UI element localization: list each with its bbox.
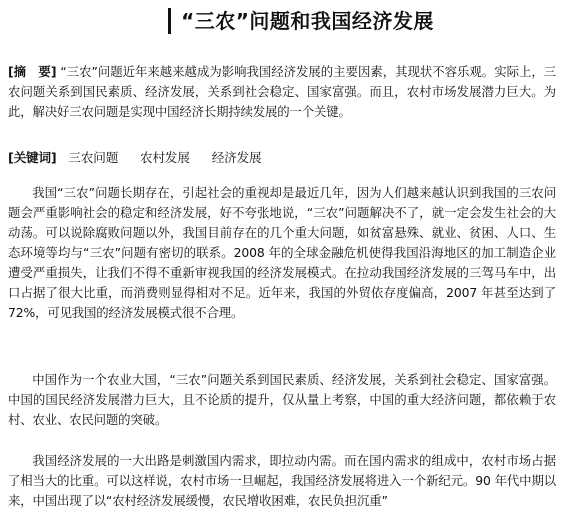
abstract-text: “三农”问题近年来越来越成为影响我国经济发展的主要因素，其现状不容乐观。实际上，三农问题关系到国民素质、经济发展，关系到社会稳定、国家富强。而且，农村市场发展潜力巨大。为此，解决好三农问题是实现中国经济长期持续发展的一个关键。 — [8, 64, 556, 119]
keyword-item: 农村发展 — [140, 150, 190, 165]
abstract-label: [摘 要] — [8, 64, 57, 79]
keywords-line — [8, 148, 556, 168]
abstract-paragraph — [8, 62, 556, 122]
body-paragraph-2: 中国作为一个农业大国，“三农”问题关系到国民素质、经济发展，关系到社会稳定、国家富强。中国的国民经济发展潜力巨大，且不论质的提升，仅从量上考察，中国的重大经济问题，都依赖于农村、农业、农民问题的突破。 — [8, 372, 556, 427]
document-title: “三农”问题和我国经济发展 — [168, 8, 434, 34]
body-paragraph-1: 我国“三农”问题长期存在，引起社会的重视却是最近几年，因为人们越来越认识到我国的三农问题会严重影响社会的稳定和经济发展，好不夸张地说，“三农”问题解决不了，就一定会发生社会的大动荡。可以说除腐败问题以外，我国目前存在的几个重大问题，如贫富悬殊、就业、贫困、人口、生态环境等均与“三农”问题有密切的联系。2008 年的全球金融危机使得我国沿海地区的加工制造企业遭受严重损失，让我们不得不重新审视我国的经济发展模式。在拉动我国经济发展的三驾马车中，出口占据了很大比重，而消费则显得相对不足。近年来，我国的外贸依存度偏高，2007 年甚至达到了 72%，可见我国的经济发展模式很不合理。 — [8, 185, 556, 320]
title-block — [0, 8, 572, 34]
keyword-item: 经济发展 — [211, 150, 262, 165]
body-paragraph-3: 我国经济发展的一大出路是刺激国内需求，即拉动内需。而在国内需求的组成中，农村市场占据了相当大的比重。可以这样说，农村市场一旦崛起，我国经济发展将进入一个新纪元。90 年代中期以来，中国出现了以“农村经济发展缓慢，农民增收困难，农民负担沉重” — [8, 453, 556, 508]
keyword-item: 三农问题 — [68, 150, 119, 165]
keywords-label: [关键词] — [8, 150, 57, 165]
